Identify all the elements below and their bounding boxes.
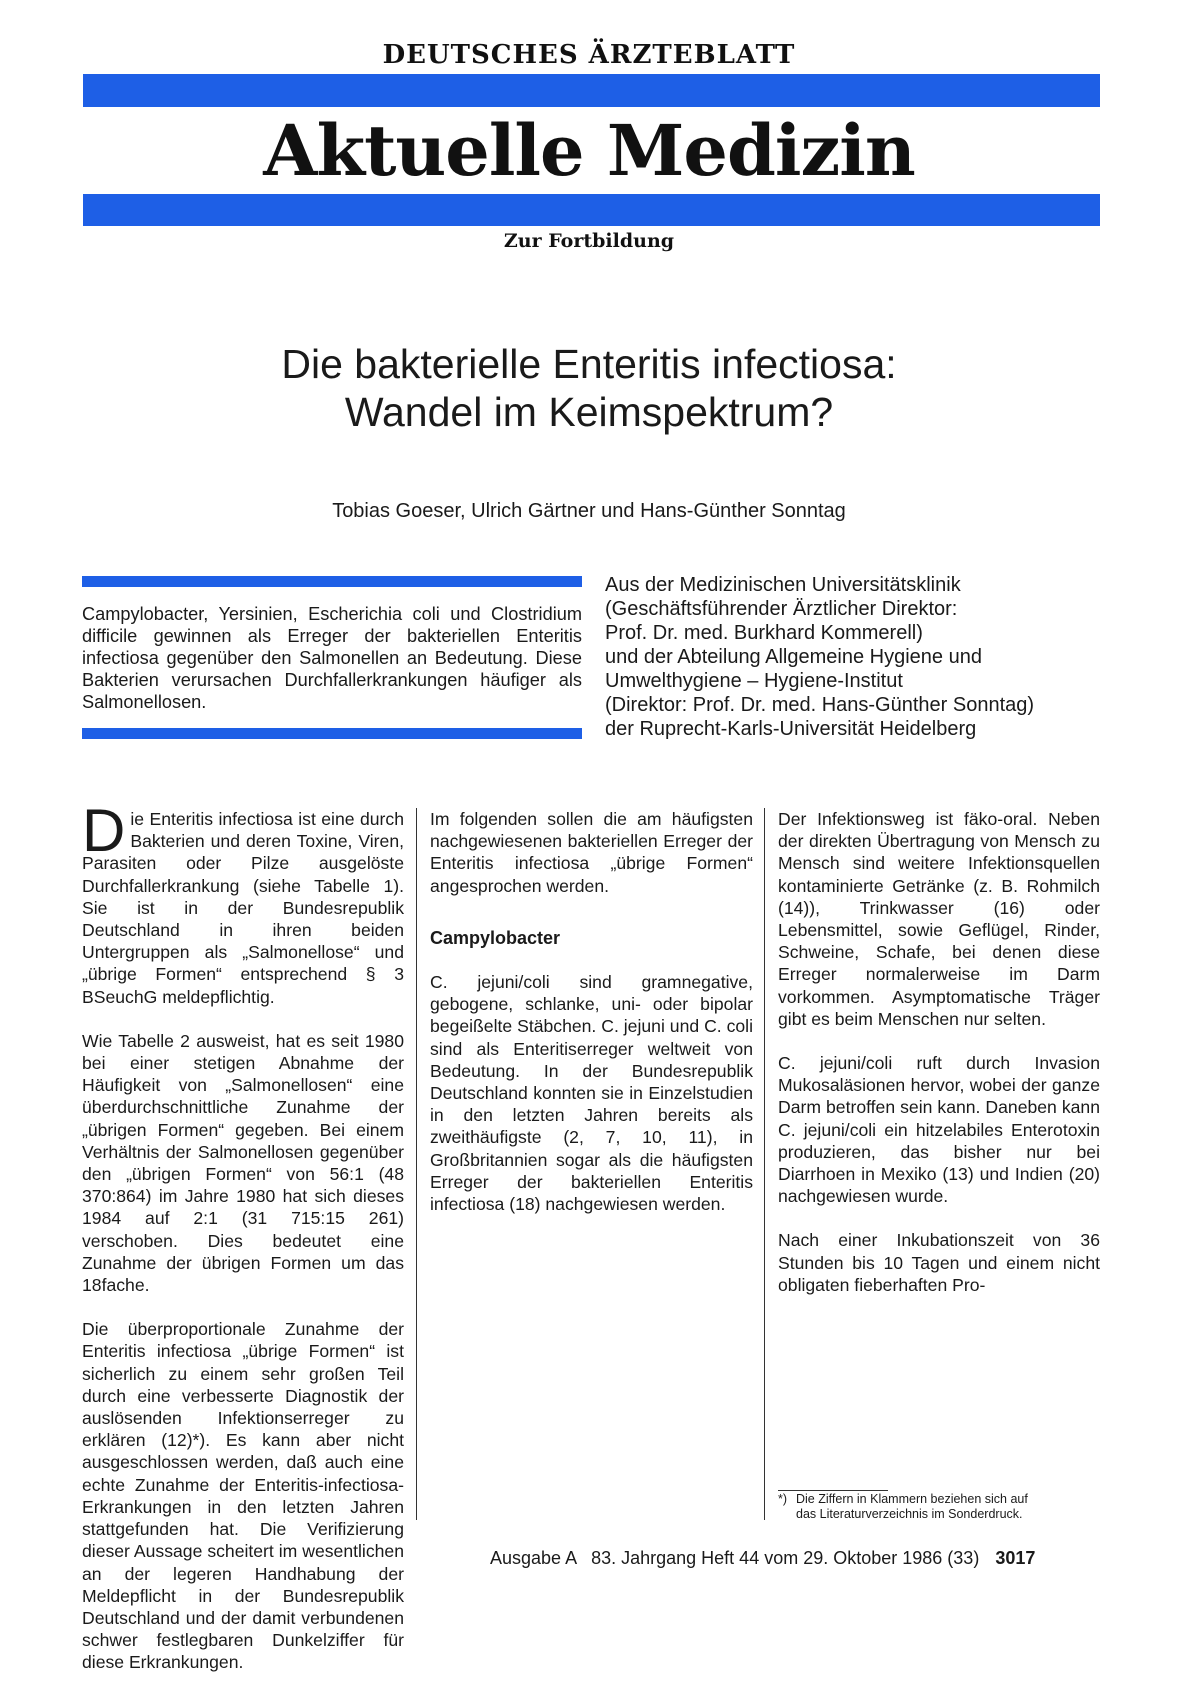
- column-separator: [764, 808, 765, 1520]
- affiliation-line: Umwelthygiene – Hygiene-Institut: [605, 670, 903, 692]
- body-column-2: [430, 808, 753, 1237]
- affiliation: [605, 573, 1105, 741]
- body-paragraph: Im folgenden sollen die am häufigsten nachgewiesenen bakteriellen Erreger der Enteritis infectiosa „übrige Formen“ angesprochen werden.: [430, 809, 753, 896]
- footnote-line-2: das Literaturverzeichnis im Sonderdruck.: [796, 1507, 1023, 1521]
- subsection-title: Zur Fortbildung: [503, 230, 675, 252]
- page-number: 3017: [995, 1548, 1036, 1568]
- article-title-line-1: Die bakterielle Enteritis infectiosa:: [281, 341, 897, 387]
- issue-info: Ausgabe A 83. Jahrgang Heft 44 vom 29. Oktober 1986 (33): [490, 1548, 980, 1568]
- masthead-bar-top: [83, 74, 1100, 107]
- paragraph-text: ie Enteritis infectiosa ist eine durch Bakterien und deren Toxine, Viren, Parasiten oder Pilze ausgelöste Durchfallerkrankung (siehe Tabelle 1). Sie ist in der Bundesrepublik Deutschland in ihren beiden Untergruppen als „Salmonellose“ und „übrige Formen“ entsprechend § 3 BSeuchG meldepflichtig.: [82, 809, 404, 1007]
- article-title-line-2: Wandel im Keimspektrum?: [344, 389, 834, 435]
- body-paragraph: [82, 797, 404, 1008]
- affiliation-line: der Ruprecht-Karls-Universität Heidelberg: [605, 718, 977, 740]
- section-heading: Campylobacter: [430, 927, 561, 948]
- affiliation-line: (Geschäftsführender Ärztlicher Direktor:: [605, 598, 958, 620]
- footnote: [778, 1492, 1100, 1522]
- footnote-rule: [778, 1490, 888, 1491]
- abstract-bar-bottom: [82, 728, 582, 739]
- body-column-3: [778, 808, 1100, 1318]
- footnote-line-1: Die Ziffern in Klammern beziehen sich auf: [796, 1492, 1028, 1506]
- drop-cap: D: [82, 797, 126, 864]
- body-paragraph: Die überproportionale Zunahme der Enteritis infectiosa „übrige Formen“ ist sicherlich zu einem sehr großen Teil durch eine verbesserte Diagnostik der auslösenden Infektionserreger zu erklären (12)*). Es kann aber nicht ausgeschlossen werden, daß auch eine echte Zunahme der Enteritis-infectiosa-Erkrankungen in den letzten Jahren stattgefunden hat. Die Verifizierung dieser Aussage scheitert im wesentlichen an der legeren Handhabung der Meldepflicht in der Bundesrepublik Deutschland und der damit verbundenen schwer festlegbaren Dunkelziffer für diese Erkrankungen.: [82, 1319, 404, 1673]
- affiliation-line: Prof. Dr. med. Burkhard Kommerell): [605, 622, 923, 644]
- body-paragraph: C. jejuni/coli ruft durch Invasion Mukosaläsionen hervor, wobei der ganze Darm betroffen sein kann. Daneben kann C. jejuni/coli ein hitzelabiles Enterotoxin produzieren, das bisher nur bei Diarrhoen in Mexiko (13) und Indien (20) nachgewiesen wurde.: [778, 1053, 1100, 1207]
- affiliation-line: (Direktor: Prof. Dr. med. Hans-Günther Sonntag): [605, 694, 1035, 716]
- masthead-bar-bottom: [83, 194, 1100, 226]
- journal-name: DEUTSCHES ÄRZTEBLATT: [382, 40, 796, 70]
- body-paragraph: Der Infektionsweg ist fäko-oral. Neben der direkten Übertragung von Mensch zu Mensch sind weitere Infektionsquellen kontaminierte Getränke (z. B. Rohmilch (14)), Trinkwasser (16) oder Lebensmittel, sowie Geflügel, Rinder, Schweine, Schafe, bei denen diese Erreger normalerweise im Darm vorkommen. Asymptomatische Träger gibt es beim Menschen nur selten.: [778, 809, 1100, 1029]
- column-separator: [416, 808, 417, 1520]
- page-footer: [490, 1548, 1100, 1569]
- body-paragraph: Wie Tabelle 2 ausweist, hat es seit 1980 bei einer stetigen Abnahme der Häufigkeit von „Salmonellosen“ eine überdurchschnittliche Zunahme der „übrigen Formen“ gegeben. Bei einem Verhältnis der Salmonellosen gegenüber den „übrigen Formen“ von 56:1 (48 370:864) im Jahre 1980 hat sich dieses 1984 auf 2:1 (31 715:15 261) verschoben. Dies bedeutet eine Zunahme der übrigen Formen um das 18fache.: [82, 1030, 404, 1296]
- article-title: [0, 340, 1178, 436]
- abstract-text: Campylobacter, Yersinien, Escherichia coli und Clostridium difficile gewinnen als Erreger der bakteriellen Enteritis infectiosa gegenüber den Salmonellen an Bedeutung. Diese Bakterien verursachen Durchfallerkrankungen häufiger als Salmonellosen.: [82, 604, 582, 712]
- abstract-bar-top: [82, 576, 582, 587]
- section-title: Aktuelle Medizin: [263, 109, 915, 192]
- body-column-1: [82, 797, 404, 1696]
- body-paragraph: C. jejuni/coli sind gramnegative, gebogene, schlanke, uni- oder bipolar begeißelte Stäbchen. C. jejuni und C. coli sind als Enteritiserreger weltweit von Bedeutung. In der Bundesrepublik Deutschland konnten sie in Einzelstudien in den letzten Jahren bereits als zweithäufigste (2, 7, 10, 11), in Großbritannien sogar als die häufigsten Erreger der bakteriellen Enteritis infectiosa (18) nachgewiesen werden.: [430, 972, 753, 1215]
- author-list: Tobias Goeser, Ulrich Gärtner und Hans-Günther Sonntag: [332, 500, 846, 522]
- affiliation-line: und der Abteilung Allgemeine Hygiene und: [605, 646, 982, 668]
- affiliation-line: Aus der Medizinischen Universitätsklinik: [605, 574, 961, 596]
- body-paragraph: Nach einer Inkubationszeit von 36 Stunden bis 10 Tagen und einem nicht obligaten fieberhaften Pro-: [778, 1230, 1100, 1295]
- abstract: [82, 603, 582, 713]
- footnote-mark: *): [778, 1492, 788, 1506]
